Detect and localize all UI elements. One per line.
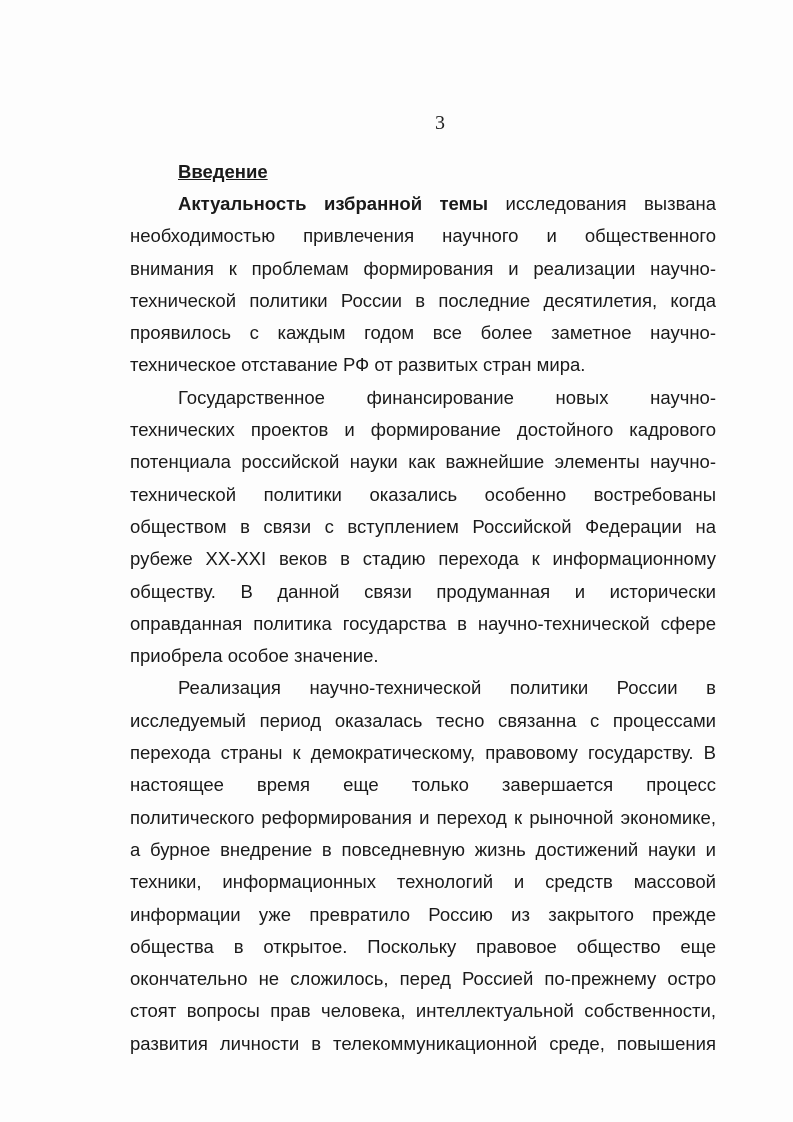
paragraph-line: рубеже XX-XXI веков в стадию перехода к информационному [130, 548, 716, 570]
paragraph-line: технической политики оказались особенно востребованы [130, 483, 716, 505]
paragraph-line: окончательно не сложилось, перед Россией по-прежнему остро [130, 968, 716, 990]
paragraph-line: технической политики России в последние десятилетия, когда [130, 289, 716, 311]
paragraph-line: внимания к проблемам формирования и реализации научно- [130, 257, 716, 279]
paragraph-line: настоящее время еще только завершается процесс [130, 774, 716, 796]
paragraph-line: а бурное внедрение в повседневную жизнь достижений науки и [130, 838, 716, 860]
paragraph-line: техники, информационных технологий и средств массовой [130, 871, 716, 893]
paragraph-line: технических проектов и формирование достойного кадрового [130, 419, 716, 441]
paragraph-line: обществу. В данной связи продуманная и исторически [130, 580, 716, 602]
paragraph-line: потенциала российской науки как важнейшие элементы научно- [130, 451, 716, 473]
paragraph-line: техническое отставание РФ от развитых стран мира. [130, 354, 586, 376]
paragraph-line: приобрела особое значение. [130, 645, 379, 667]
paragraph-line: Реализация научно-технической политики России в [178, 677, 716, 699]
paragraph-line: информации уже превратило Россию из закрытого прежде [130, 903, 716, 925]
paragraph-line: проявилось с каждым годом все более заметное научно- [130, 322, 716, 344]
paragraph-1 [130, 188, 716, 382]
section-heading: Введение [178, 161, 268, 182]
paragraph-line: общества в открытое. Поскольку правовое общество еще [130, 935, 716, 957]
paragraph-line: необходимостью привлечения научного и общественного [130, 225, 716, 247]
paragraph-line: Государственное финансирование новых научно- [178, 386, 716, 408]
paragraph-2 [130, 382, 716, 673]
paragraph-line: обществом в связи с вступлением Российской Федерации на [130, 515, 716, 537]
paragraph-line: развития личности в телекоммуникационной среде, повышения [130, 1032, 716, 1054]
paragraph-line: политического реформирования и переход к рыночной экономике, [130, 806, 716, 828]
paragraph-line: оправданная политика государства в научно-технической сфере [130, 612, 716, 634]
paragraph-3 [130, 672, 716, 1060]
paragraph-line: перехода страны к демократическому, правовому государству. В [130, 742, 716, 764]
paragraph-line: исследуемый период оказалась тесно связанна с процессами [130, 709, 716, 731]
page-number: 3 [435, 112, 445, 134]
bold-lead: Актуальность избранной темы [178, 193, 489, 214]
paragraph-line: стоят вопросы прав человека, интеллектуальной собственности, [130, 1000, 716, 1022]
document-body [130, 156, 716, 1060]
paragraph-line: Актуальность избранной темы исследования вызвана [178, 193, 716, 214]
